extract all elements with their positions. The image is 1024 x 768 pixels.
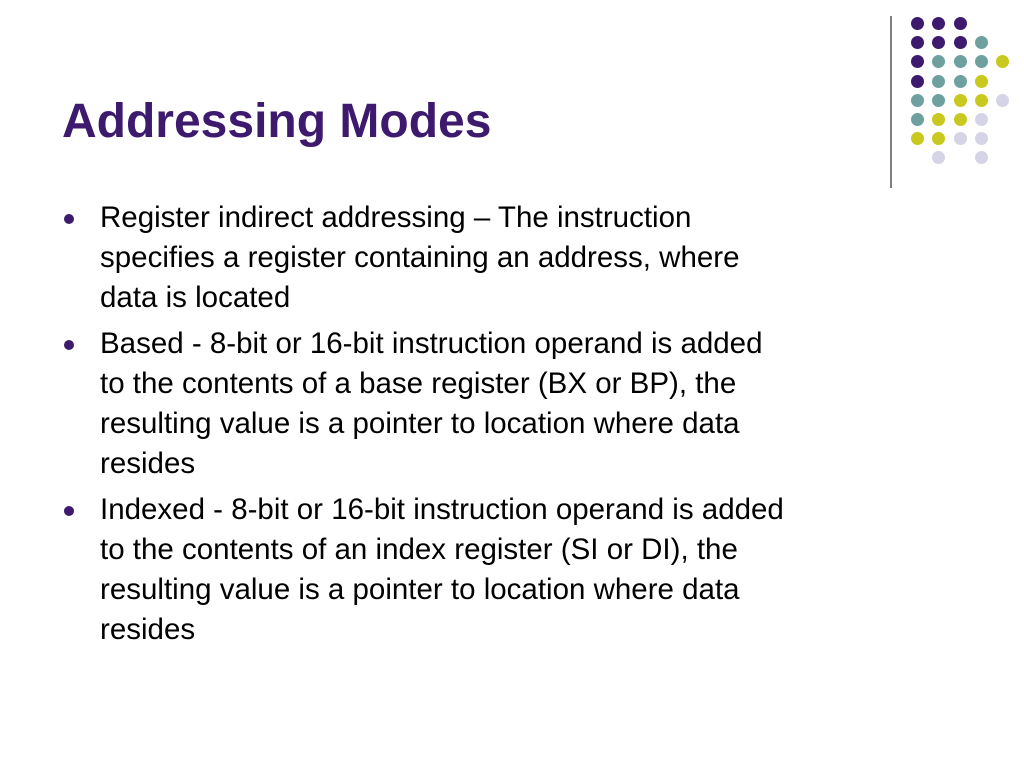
decorative-dot-icon (975, 75, 988, 88)
decorative-dot-icon (911, 17, 924, 30)
decorative-dot-icon (975, 132, 988, 145)
decorative-dot-icon (975, 94, 988, 107)
decorative-dot-icon (975, 113, 988, 126)
slide-title: Addressing Modes (62, 95, 492, 148)
bullet-text: Based - 8-bit or 16-bit instruction operand is added to the contents of a base register (BX or BP), the resulting value is a pointer to location where data resides (100, 327, 763, 480)
decorative-dot-icon (911, 75, 924, 88)
decorative-dot-icon (954, 113, 967, 126)
decorative-dot-icon (932, 132, 945, 145)
decorative-dot-icon (911, 132, 924, 145)
decorative-dot-icon (975, 151, 988, 164)
bullet-text: Register indirect addressing – The instruction specifies a register containing an address, where data is located (100, 201, 740, 314)
decorative-dot-icon (954, 75, 967, 88)
decorative-dot-icon (932, 55, 945, 68)
bullet-item (62, 490, 982, 650)
bullet-item (62, 198, 982, 318)
bullet-item (62, 324, 982, 484)
decorative-dot-icon (954, 132, 967, 145)
decorative-dot-icon (975, 36, 988, 49)
decorative-dot-icon (975, 55, 988, 68)
decorative-dot-icon (954, 17, 967, 30)
decorative-dot-icon (996, 94, 1009, 107)
decorative-dot-icon (932, 17, 945, 30)
decorative-dot-icon (932, 36, 945, 49)
decorative-dot-icon (954, 36, 967, 49)
decorative-dot-icon (911, 94, 924, 107)
decorative-dot-icon (932, 151, 945, 164)
decorative-dot-icon (911, 36, 924, 49)
decorative-dot-icon (996, 55, 1009, 68)
decorative-dot-icon (932, 94, 945, 107)
bullet-dot-icon (64, 214, 74, 224)
decorative-dot-icon (954, 94, 967, 107)
decorative-dot-icon (911, 113, 924, 126)
vertical-divider (890, 16, 892, 188)
decorative-dot-icon (932, 113, 945, 126)
bullet-dot-icon (64, 506, 74, 516)
decorative-dot-icon (911, 55, 924, 68)
decorative-dot-icon (932, 75, 945, 88)
bullet-dot-icon (64, 340, 74, 350)
decorative-dot-icon (954, 55, 967, 68)
bullet-list (62, 198, 982, 656)
bullet-text: Indexed - 8-bit or 16-bit instruction operand is added to the contents of an index register (SI or DI), the resulting value is a pointer to location where data resides (100, 493, 784, 646)
